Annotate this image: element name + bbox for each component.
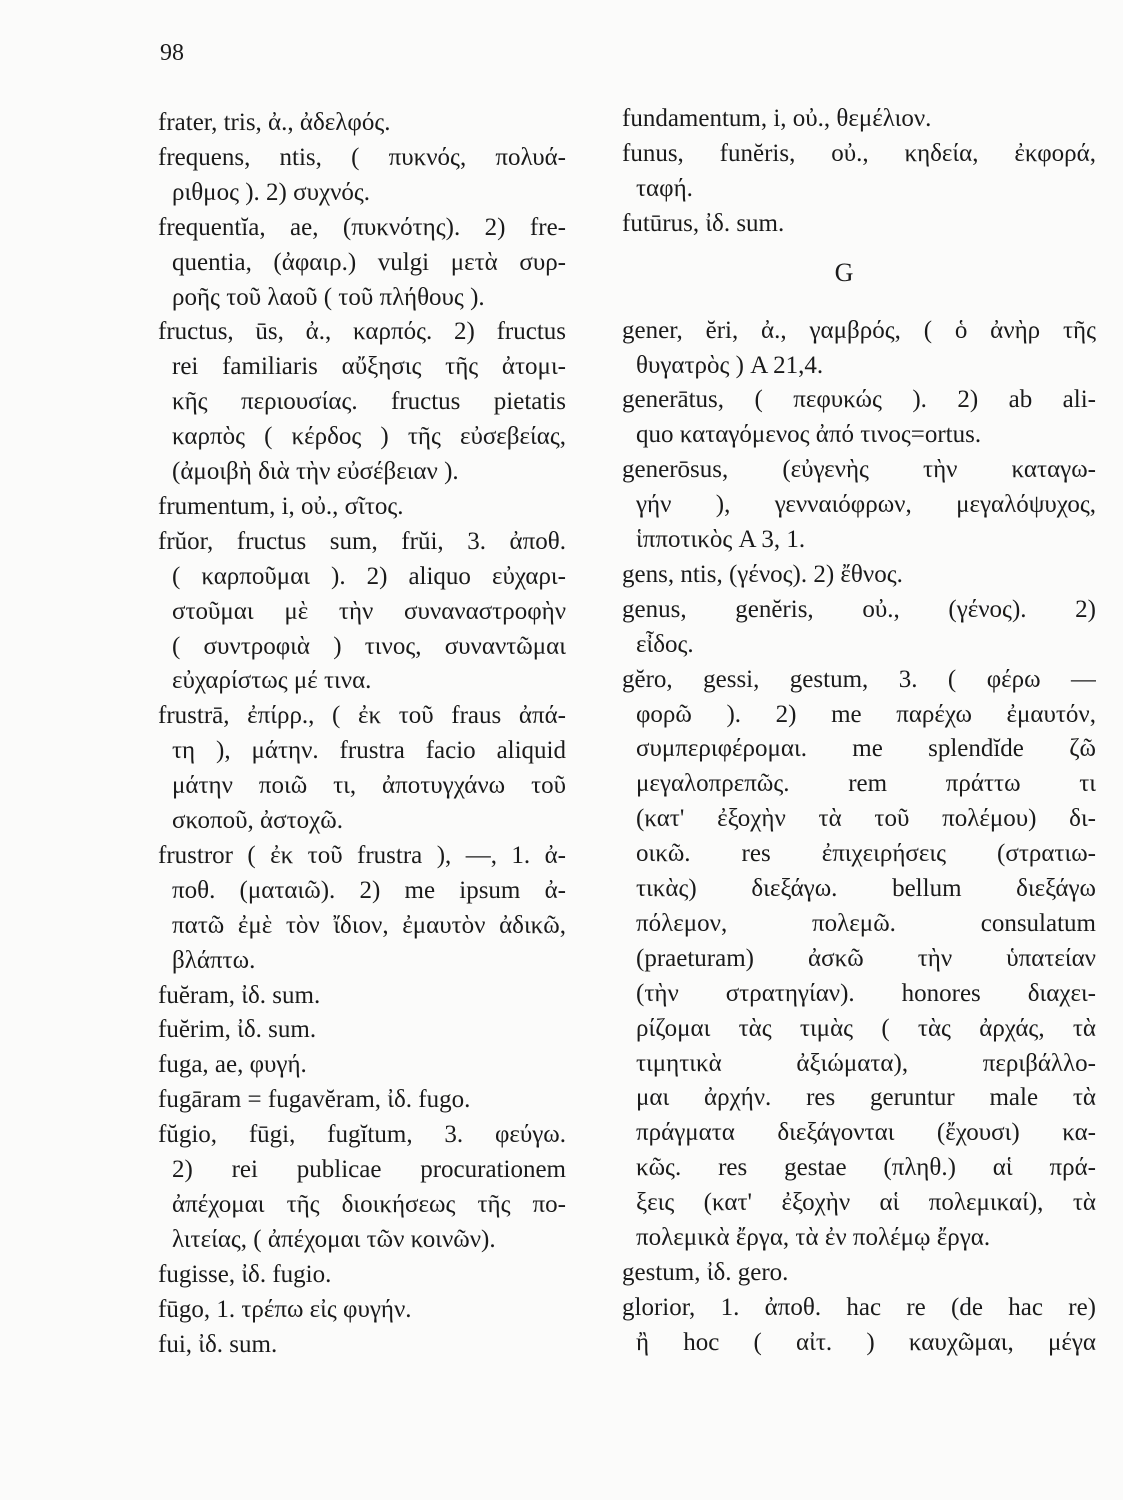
- entry-continuation-line: μάτην ποιῶ τι, ἀποτυγχάνω τοῦ: [172, 772, 566, 800]
- entry-continuation-line: εἶδος.: [636, 630, 694, 658]
- entry-headword-line: fuĕrim, ἰδ. sum.: [158, 1016, 317, 1044]
- entry-continuation-line: (praeturam) ἀσκῶ τὴν ὑπατείαν: [636, 944, 1096, 972]
- entry-headword-line: fugisse, ἰδ. fugio.: [158, 1260, 332, 1288]
- entry-continuation-line: θυγατρὸς ) A 21,4.: [636, 351, 824, 379]
- entry-headword-line: futūrus, ἰδ. sum.: [622, 209, 785, 237]
- entry-continuation-line: ξεις (κατ' ἐξοχὴν αἱ πολεμικαί), τὰ: [636, 1189, 1096, 1217]
- entry-continuation-line: κῶς. res gestae (πληθ.) αἱ πρά-: [636, 1154, 1096, 1182]
- entry-continuation-line: ἱπποτικὸς A 3, 1.: [636, 526, 806, 553]
- entry-continuation-line: ἢ hoc ( αἰτ. ) καυχῶμαι, μέγα: [636, 1328, 1096, 1356]
- section-letter-heading: G: [834, 257, 854, 287]
- entry-continuation-line: τικὰς) διεξάγω. bellum διεξάγω: [636, 875, 1096, 902]
- entry-continuation-line: ταφή.: [636, 174, 693, 202]
- entry-continuation-line: πολεμικὰ ἔργα, τὰ ἐν πολέμῳ ἔργα.: [636, 1224, 991, 1251]
- entry-continuation-line: μαι ἀρχήν. res geruntur male τὰ: [636, 1084, 1096, 1112]
- entry-headword-line: gestum, ἰδ. gero.: [622, 1258, 789, 1286]
- entry-continuation-line: quo καταγόμενος ἀπό τινος=ortus.: [636, 421, 982, 449]
- entry-continuation-line: ρίζομαι τὰς τιμὰς ( τὰς ἀρχάς, τὰ: [636, 1014, 1096, 1042]
- entry-headword-line: gens, ntis, (γένος). 2) ἔθνος.: [622, 560, 903, 588]
- entry-continuation-line: quentia, (ἀφαιρ.) vulgi μετὰ συρ-: [172, 248, 566, 276]
- entry-continuation-line: μεγαλοπρεπῶς. rem πράττω τι: [636, 770, 1096, 798]
- entry-continuation-line: κῆς περιουσίας. fructus pietatis: [172, 388, 566, 416]
- entry-continuation-line: πόλεμον, πολεμῶ. consulatum: [636, 909, 1096, 937]
- entry-continuation-line: 2) rei publicae procurationem: [172, 1156, 566, 1183]
- entry-headword-line: frequentĭa, ae, (πυκνότης). 2) fre-: [158, 213, 566, 241]
- entry-headword-line: fūgo, 1. τρέπω εἰς φυγήν.: [158, 1295, 412, 1323]
- entry-headword-line: fugāram = fugavĕram, ἰδ. fugo.: [158, 1086, 471, 1114]
- entry-headword-line: frŭor, fructus sum, frŭi, 3. ἀποθ.: [158, 527, 566, 555]
- entry-continuation-line: εὐχαρίστως μέ τινα.: [172, 667, 372, 695]
- entry-continuation-line: σκοποῦ, ἀστοχῶ.: [172, 807, 343, 834]
- entry-headword-line: fructus, ūs, ἀ., καρπός. 2) fructus: [158, 318, 566, 346]
- entry-continuation-line: τιμητικὰ ἀξιώματα), περιβάλλο-: [636, 1049, 1096, 1077]
- entry-headword-line: glorior, 1. ἀποθ. hac re (de hac re): [622, 1293, 1096, 1321]
- entry-continuation-line: ( καρποῦμαι ). 2) aliquo εὐχαρι-: [172, 562, 566, 590]
- entry-continuation-line: τη ), μάτην. frustra facio aliquid: [172, 737, 566, 765]
- entry-headword-line: frustror ( ἐκ τοῦ frustra ), —, 1. ἀ-: [158, 841, 566, 869]
- entry-headword-line: fundamentum, i, οὐ., θεμέλιον.: [622, 105, 932, 132]
- entry-continuation-line: ριθμος ). 2) συχνός.: [172, 178, 371, 206]
- entry-continuation-line: γήν ), γενναιόφρων, μεγαλόψυχος,: [636, 491, 1096, 519]
- entry-continuation-line: πράγματα διεξάγονται (ἔχουσι) κα-: [636, 1119, 1096, 1147]
- entry-headword-line: funus, funĕris, οὐ., κηδεία, ἐκφορά,: [622, 139, 1096, 167]
- entry-headword-line: fuĕram, ἰδ. sum.: [158, 981, 321, 1009]
- entry-continuation-line: φορῶ ). 2) me παρέχω ἐμαυτόν,: [636, 700, 1096, 728]
- entry-continuation-line: στοῦμαι μὲ τὴν συναναστροφὴν: [172, 597, 566, 625]
- entry-continuation-line: (ἀμοιβὴ διὰ τὴν εὐσέβειαν ).: [172, 458, 459, 485]
- entry-continuation-line: καρπὸς ( κέρδος ) τῆς εὐσεβείας,: [172, 423, 566, 451]
- entry-continuation-line: λιτείας, ( ἀπέχομαι τῶν κοινῶν).: [172, 1225, 496, 1253]
- entry-continuation-line: συμπεριφέρομαι. me splendĭde ζῶ: [636, 735, 1096, 763]
- entry-continuation-line: ἀπέχομαι τῆς διοικήσεως τῆς πο-: [172, 1190, 566, 1218]
- entry-headword-line: generātus, ( πεφυκώς ). 2) ab ali-: [622, 386, 1096, 414]
- entry-headword-line: frater, tris, ἀ., ἀδελφός.: [158, 109, 391, 136]
- entry-continuation-line: rei familiaris αὔξησις τῆς ἀτομι-: [172, 353, 566, 381]
- entry-continuation-line: ποθ. (ματαιῶ). 2) me ipsum ἀ-: [172, 876, 566, 904]
- page-number: 98: [160, 40, 184, 66]
- entry-headword-line: gener, ĕri, ἀ., γαμβρός, ( ὁ ἀνὴρ τῆς: [622, 316, 1096, 344]
- entry-headword-line: genus, genĕris, οὐ., (γένος). 2): [622, 595, 1096, 623]
- entry-headword-line: frumentum, i, οὐ., σῖτος.: [158, 492, 404, 520]
- entry-headword-line: frequens, ntis, ( πυκνός, πολυά-: [158, 143, 566, 171]
- entry-headword-line: generōsus, (εὐγενὴς τὴν καταγω-: [622, 456, 1096, 484]
- entry-continuation-line: ( συντροφιὰ ) τινος, συναντῶμαι: [172, 632, 566, 660]
- entry-continuation-line: πατῶ ἐμὲ τὸν ἴδιον, ἐμαυτὸν ἀδικῶ,: [172, 911, 566, 939]
- entry-continuation-line: (κατ' ἐξοχὴν τὰ τοῦ πολέμου) δι-: [636, 805, 1096, 833]
- entry-continuation-line: (τὴν στρατηγίαν). honores διαχει-: [636, 979, 1096, 1007]
- entry-continuation-line: ροῆς τοῦ λαοῦ ( τοῦ πλήθους ).: [172, 283, 485, 311]
- entry-headword-line: fui, ἰδ. sum.: [158, 1330, 278, 1358]
- entry-continuation-line: βλάπτω.: [172, 946, 256, 974]
- entry-headword-line: frustrā, ἐπίρρ., ( ἐκ τοῦ fraus ἀπά-: [158, 702, 566, 730]
- entry-headword-line: gĕro, gessi, gestum, 3. ( φέρω —: [622, 665, 1096, 693]
- entry-continuation-line: οικῶ. res ἐπιχειρήσεις (στρατιω-: [636, 840, 1096, 868]
- entry-headword-line: fuga, ae, φυγή.: [158, 1051, 307, 1079]
- entry-headword-line: fŭgio, fūgi, fugĭtum, 3. φεύγω.: [158, 1121, 566, 1149]
